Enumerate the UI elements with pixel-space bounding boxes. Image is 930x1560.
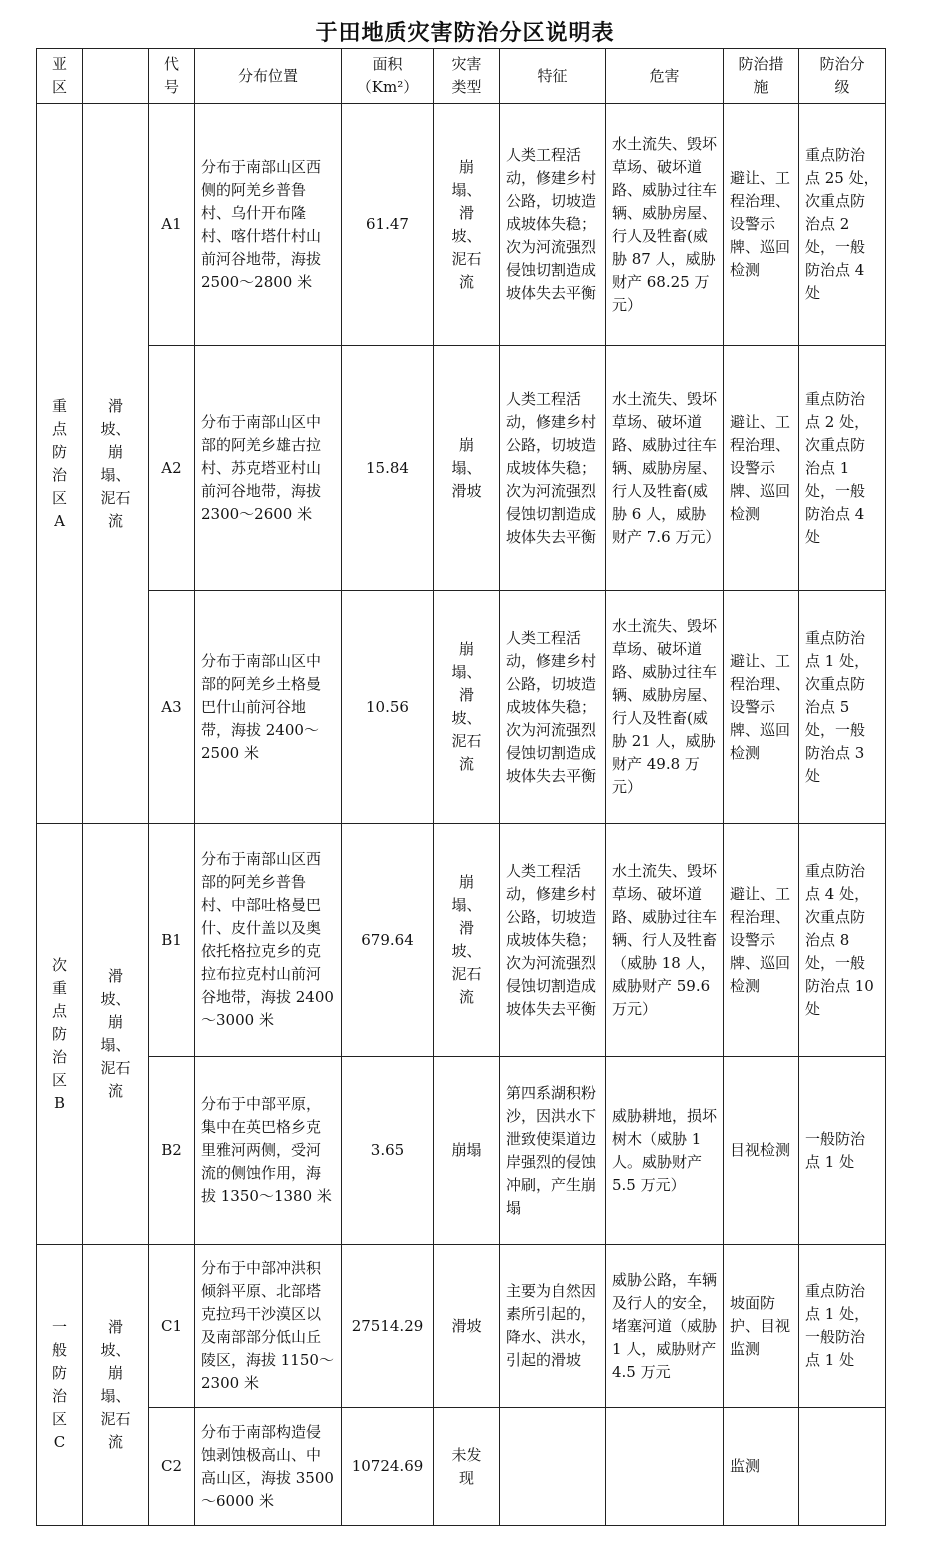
table-row xyxy=(37,346,886,591)
cell-location: 分布于中部冲洪积倾斜平原、北部塔克拉玛干沙漠区以及南部部分低山丘陵区，海拔 1150～2300 米 xyxy=(195,1245,342,1408)
cell-grade: 重点防治点 4 处，次重点防治点 8 处，一般防治点 10 处 xyxy=(799,824,886,1057)
cell-code: B1 xyxy=(149,824,195,1057)
cell-area: 10.56 xyxy=(342,591,434,824)
cell-type: 崩塌 xyxy=(434,1057,500,1245)
cell-harm: 水土流失、毁坏草场、破坏道路、威胁过往车辆、行人及牲畜（威胁 18 人，威胁财产 59.6 万元） xyxy=(606,824,724,1057)
cell-measures: 避让、工程治理、设警示牌、巡回检测 xyxy=(724,591,799,824)
cell-feature: 人类工程活动，修建乡村公路，切坡造成坡体失稳；次为河流强烈侵蚀切割造成坡体失去平衡 xyxy=(500,104,606,346)
cell-grade: 重点防治点 1 处，次重点防治点 5 处，一般防治点 3 处 xyxy=(799,591,886,824)
cell-type: 滑坡 xyxy=(434,1245,500,1408)
cell-code: C1 xyxy=(149,1245,195,1408)
cell-location: 分布于中部平原，集中在英巴格乡克里雅河两侧，受河流的侧蚀作用，海拔 1350～1380 米 xyxy=(195,1057,342,1245)
zone-name: 重 点 防 治 区 A xyxy=(37,104,83,824)
cell-harm: 水土流失、毁坏草场、破坏道路、威胁过往车辆、威胁房屋、行人及牲畜(威胁 87 人，威胁财产 68.25 万元） xyxy=(606,104,724,346)
cell-location: 分布于南部山区西部的阿羌乡普鲁村、中部吐格曼巴什、皮什盖以及奥依托格拉克乡的克拉布拉克村山前河谷地带，海拔 2400～3000 米 xyxy=(195,824,342,1057)
page-title: 于田地质灾害防治分区说明表 xyxy=(315,21,615,46)
cell-feature: 人类工程活动，修建乡村公路，切坡造成坡体失稳；次为河流强烈侵蚀切割造成坡体失去平衡 xyxy=(500,591,606,824)
header-blank xyxy=(83,49,149,104)
cell-measures: 坡面防护、目视监测 xyxy=(724,1245,799,1408)
cell-measures: 目视检测 xyxy=(724,1057,799,1245)
cell-measures: 避让、工程治理、设警示牌、巡回检测 xyxy=(724,346,799,591)
cell-type: 崩 塌、 滑 坡、 泥石 流 xyxy=(434,824,500,1057)
cell-area: 3.65 xyxy=(342,1057,434,1245)
cell-feature: 第四系湖积粉沙，因洪水下泄致使渠道边岸强烈的侵蚀冲刷，产生崩塌 xyxy=(500,1057,606,1245)
cell-code: A3 xyxy=(149,591,195,824)
table-row xyxy=(37,591,886,824)
zone-hazards: 滑 坡、 崩 塌、 泥石 流 xyxy=(83,1245,149,1526)
cell-code: A2 xyxy=(149,346,195,591)
table-row xyxy=(37,824,886,1057)
header-grade: 防治分 级 xyxy=(799,49,886,104)
cell-grade: 重点防治点 25 处，次重点防治点 2 处，一般防治点 4 处 xyxy=(799,104,886,346)
header-location: 分布位置 xyxy=(195,49,342,104)
header-feature: 特征 xyxy=(500,49,606,104)
cell-area: 679.64 xyxy=(342,824,434,1057)
cell-measures: 避让、工程治理、设警示牌、巡回检测 xyxy=(724,824,799,1057)
cell-code: B2 xyxy=(149,1057,195,1245)
cell-type: 崩 塌、 滑 坡、 泥石 流 xyxy=(434,104,500,346)
cell-area: 61.47 xyxy=(342,104,434,346)
cell-location: 分布于南部构造侵蚀剥蚀极高山、中高山区，海拔 3500～6000 米 xyxy=(195,1408,342,1526)
cell-code: C2 xyxy=(149,1408,195,1526)
cell-harm: 水土流失、毁坏草场、破坏道路、威胁过往车辆、威胁房屋、行人及牲畜(威胁 21 人，威胁财产 49.8 万元） xyxy=(606,591,724,824)
cell-grade xyxy=(799,1408,886,1526)
header-code: 代 号 xyxy=(149,49,195,104)
cell-type: 崩 塌、 滑坡 xyxy=(434,346,500,591)
zone-name: 一 般 防 治 区 C xyxy=(37,1245,83,1526)
cell-area: 27514.29 xyxy=(342,1245,434,1408)
cell-grade: 重点防治点 2 处，次重点防治点 1 处，一般防治点 4 处 xyxy=(799,346,886,591)
table-row xyxy=(37,1408,886,1526)
zone-hazards: 滑 坡、 崩 塌、 泥石 流 xyxy=(83,824,149,1245)
table-body xyxy=(37,104,886,1526)
cell-code: A1 xyxy=(149,104,195,346)
header-harm: 危害 xyxy=(606,49,724,104)
cell-measures: 监测 xyxy=(724,1408,799,1526)
cell-feature: 人类工程活动，修建乡村公路，切坡造成坡体失稳；次为河流强烈侵蚀切割造成坡体失去平衡 xyxy=(500,346,606,591)
cell-location: 分布于南部山区西侧的阿羌乡普鲁村、乌什开布隆村、喀什塔什村山前河谷地带，海拔 2500～2800 米 xyxy=(195,104,342,346)
cell-feature: 主要为自然因素所引起的，降水、洪水，引起的滑坡 xyxy=(500,1245,606,1408)
table-row xyxy=(37,104,886,346)
cell-harm: 威胁耕地，损坏树木（威胁 1 人。威胁财产 5.5 万元） xyxy=(606,1057,724,1245)
cell-grade: 一般防治点 1 处 xyxy=(799,1057,886,1245)
cell-feature: 人类工程活动，修建乡村公路，切坡造成坡体失稳；次为河流强烈侵蚀切割造成坡体失去平衡 xyxy=(500,824,606,1057)
cell-harm: 水土流失、毁坏草场、破坏道路、威胁过往车辆、威胁房屋、行人及牲畜(威胁 6 人，威胁财产 7.6 万元） xyxy=(606,346,724,591)
header-measures: 防治措 施 xyxy=(724,49,799,104)
header-area: 面积 （Km²） xyxy=(342,49,434,104)
cell-harm: 威胁公路，车辆及行人的安全，堵塞河道（威胁 1 人，威胁财产 4.5 万元 xyxy=(606,1245,724,1408)
cell-grade: 重点防治点 1 处，一般防治点 1 处 xyxy=(799,1245,886,1408)
table-row xyxy=(37,1245,886,1408)
cell-harm xyxy=(606,1408,724,1526)
header-type: 灾害 类型 xyxy=(434,49,500,104)
cell-feature xyxy=(500,1408,606,1526)
zoning-table xyxy=(36,48,886,1526)
cell-area: 10724.69 xyxy=(342,1408,434,1526)
cell-measures: 避让、工程治理、设警示牌、巡回检测 xyxy=(724,104,799,346)
cell-location: 分布于南部山区中部的阿羌乡土格曼巴什山前河谷地带，海拔 2400～2500 米 xyxy=(195,591,342,824)
header-row xyxy=(37,49,886,104)
cell-type: 崩 塌、 滑 坡、 泥石 流 xyxy=(434,591,500,824)
table-row xyxy=(37,1057,886,1245)
zone-hazards: 滑 坡、 崩 塌、 泥石 流 xyxy=(83,104,149,824)
cell-type: 未发 现 xyxy=(434,1408,500,1526)
header-subzone: 亚 区 xyxy=(37,49,83,104)
cell-location: 分布于南部山区中部的阿羌乡雄古拉村、苏克塔亚村山前河谷地带，海拔 2300～2600 米 xyxy=(195,346,342,591)
cell-area: 15.84 xyxy=(342,346,434,591)
zone-name: 次 重 点 防 治 区 B xyxy=(37,824,83,1245)
